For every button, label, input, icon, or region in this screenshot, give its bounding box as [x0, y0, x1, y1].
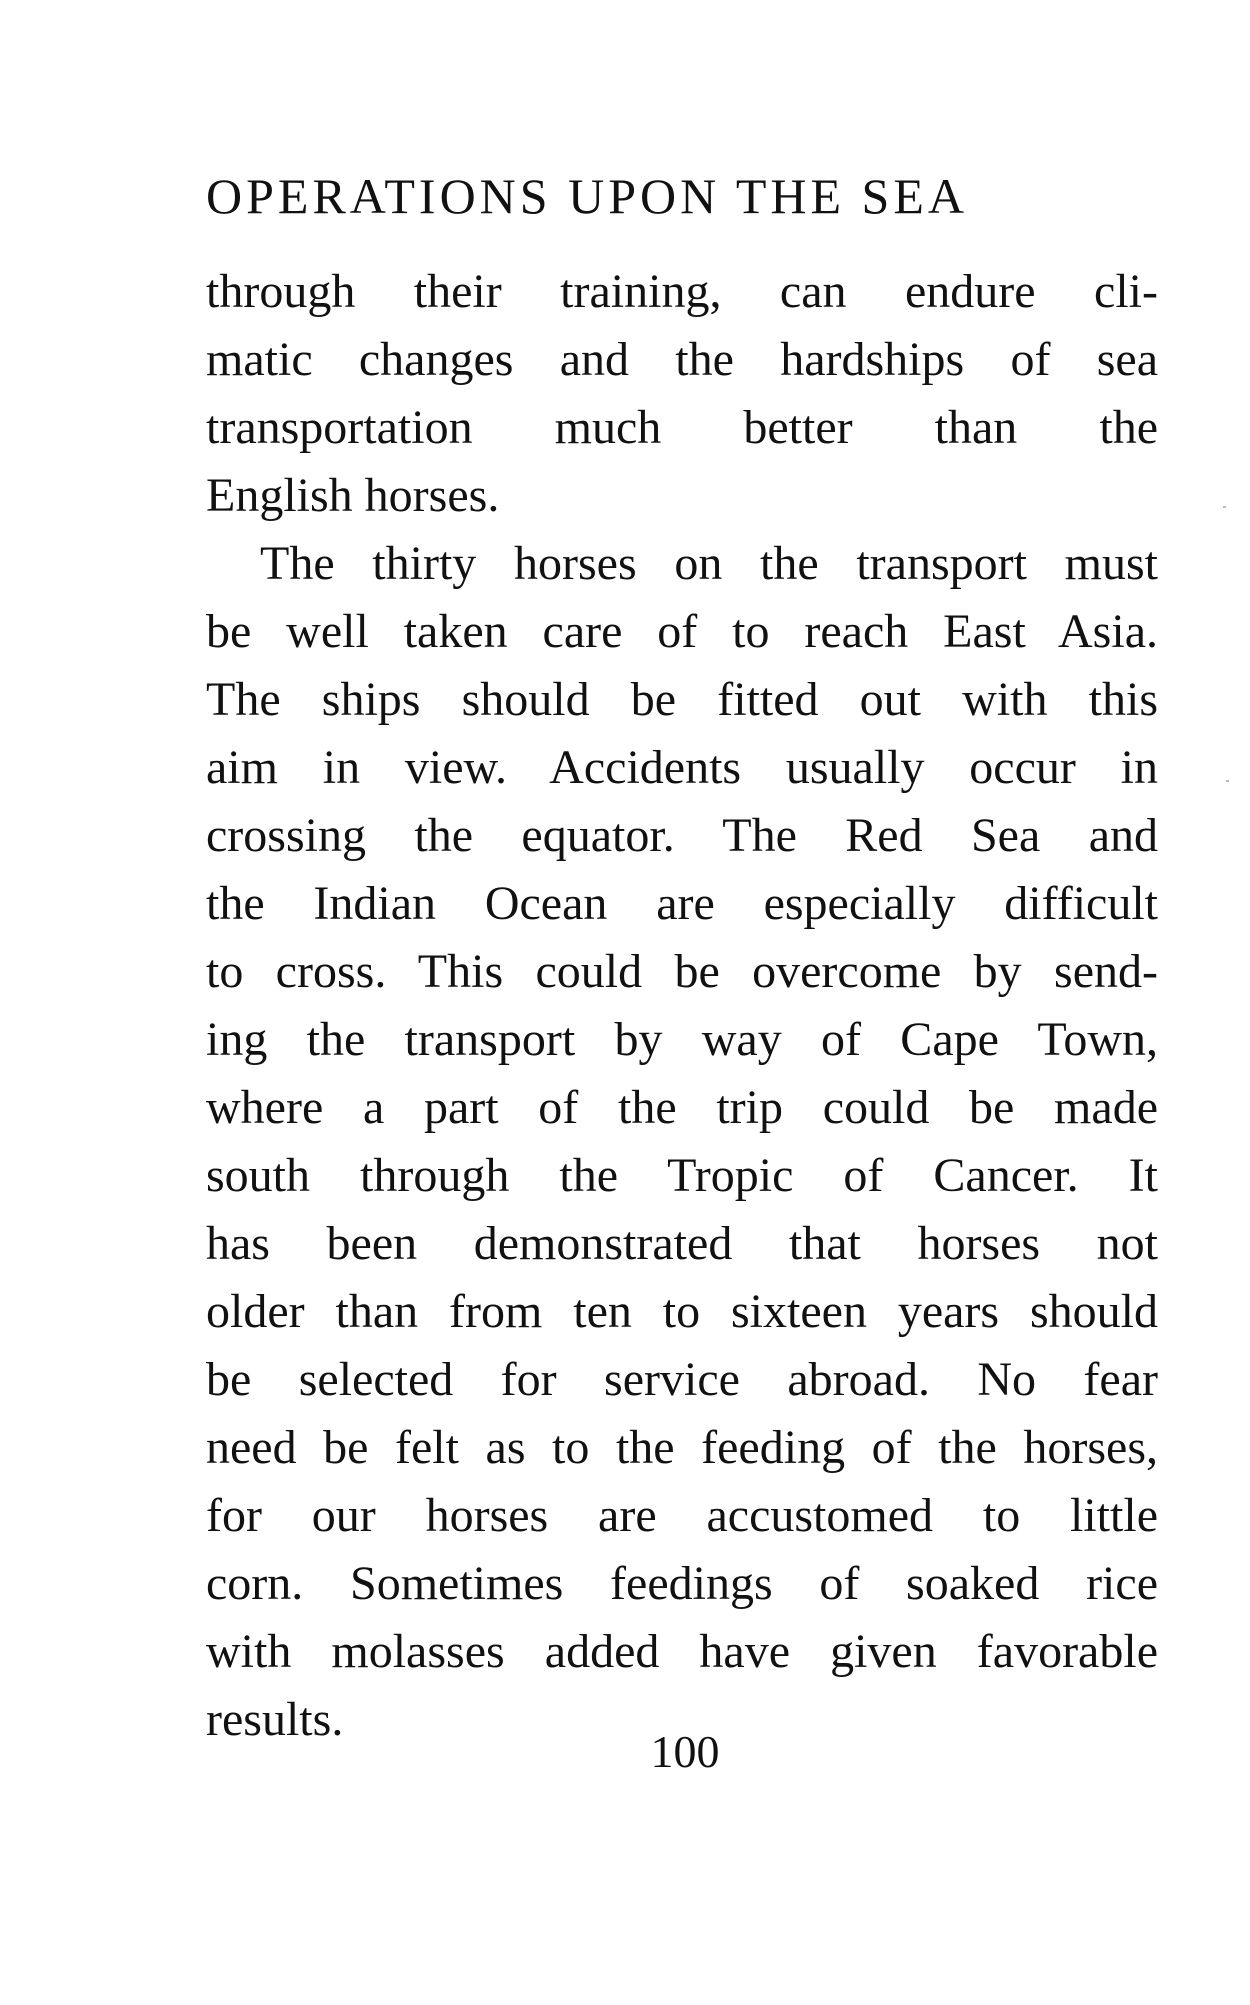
text-line-15: has been demonstrated that horses not [206, 1217, 1158, 1270]
text-line-17: be selected for service abroad. No fear [206, 1353, 1158, 1406]
text-line-9: crossing the equator. The Red Sea and [206, 809, 1158, 862]
text-line-21: with molasses added have given favorable [206, 1625, 1158, 1678]
text-line-10: the Indian Ocean are especially difficult [206, 877, 1158, 930]
scan-speck [1223, 506, 1226, 508]
body-text [206, 258, 1158, 1754]
text-line-13: where a part of the trip could be made [206, 1081, 1158, 1134]
text-line-3: transportation much better than the [206, 401, 1158, 454]
text-line-20: corn. Sometimes feedings of soaked rice [206, 1557, 1158, 1610]
text-line-14: south through the Tropic of Cancer. It [206, 1149, 1158, 1202]
page-number: 100 [650, 1726, 720, 1777]
text-line-7: The ships should be fitted out with this [206, 673, 1158, 726]
text-line-19: for our horses are accustomed to little [206, 1489, 1158, 1542]
running-head: OPERATIONS UPON THE SEA [206, 168, 968, 224]
text-line-5: The thirty horses on the transport must [260, 537, 1158, 590]
text-line-12: ing the transport by way of Cape Town, [206, 1013, 1158, 1066]
scan-speck [1226, 780, 1229, 782]
text-line-4: English horses. [206, 469, 500, 522]
text-line-2: matic changes and the hardships of sea [206, 333, 1158, 386]
text-line-22: results. [206, 1693, 344, 1746]
text-line-6: be well taken care of to reach East Asia. [206, 605, 1158, 658]
text-line-18: need be felt as to the feeding of the horses, [206, 1421, 1158, 1474]
text-line-16: older than from ten to sixteen years should [206, 1285, 1158, 1338]
text-line-1: through their training, can endure cli- [206, 265, 1158, 318]
text-line-11: to cross. This could be overcome by send- [206, 945, 1158, 998]
text-line-8: aim in view. Accidents usually occur in [206, 741, 1158, 794]
